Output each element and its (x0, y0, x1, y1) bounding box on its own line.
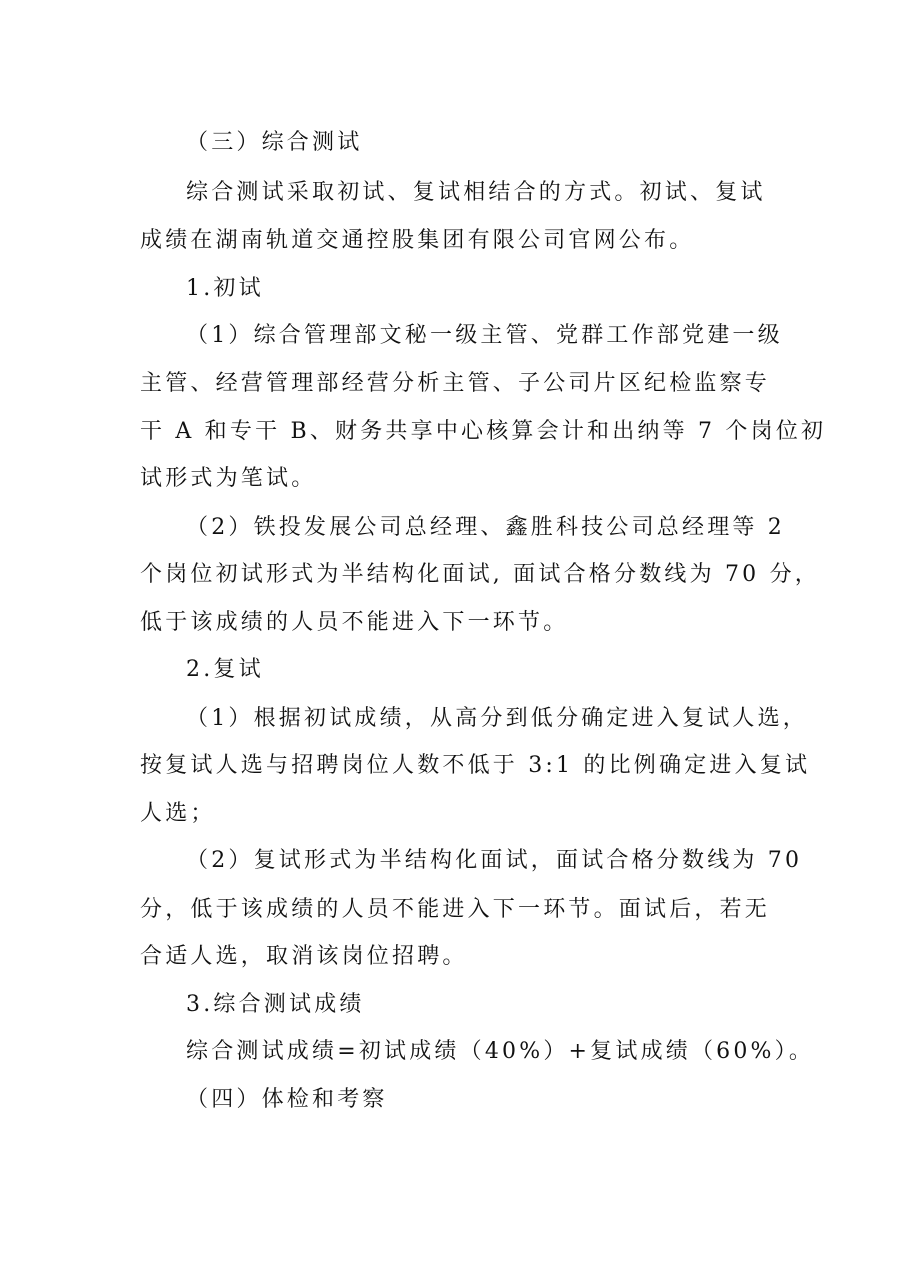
paragraph-line: 个岗位初试形式为半结构化面试, 面试合格分数线为 70 分， (140, 562, 820, 587)
paragraph-line: 人选； (140, 801, 216, 826)
paragraph-line: （2）复试形式为半结构化面试，面试合格分数线为 70 (186, 848, 803, 873)
paragraph-line: 分，低于该成绩的人员不能进入下一环节。面试后，若无 (140, 897, 771, 922)
subheading-comprehensive-score: 3.综合测试成绩 (186, 992, 365, 1017)
paragraph-line: 综合测试采取初试、复试相结合的方式。初试、复试 (186, 180, 766, 205)
paragraph-line: 按复试人选与招聘岗位人数不低于 3:1 的比例确定进入复试 (140, 753, 811, 778)
paragraph-line: （1）根据初试成绩，从高分到低分确定进入复试人选， (186, 706, 808, 731)
paragraph-line: （2）铁投发展公司总经理、鑫胜科技公司总经理等 2 (186, 515, 785, 540)
paragraph-line: 合适人选，取消该岗位招聘。 (140, 944, 468, 969)
paragraph-line: 干 A 和专干 B、财务共享中心核算会计和出纳等 7 个岗位初 (140, 419, 827, 444)
section-heading-physical-exam: （四）体检和考察 (186, 1087, 388, 1112)
subheading-retest: 2.复试 (186, 657, 264, 682)
paragraph-line: 试形式为笔试。 (140, 466, 317, 491)
paragraph-line: 低于该成绩的人员不能进入下一环节。 (140, 610, 569, 635)
paragraph-line: （1）综合管理部文秘一级主管、党群工作部党建一级 (186, 323, 783, 348)
paragraph-line: 成绩在湖南轨道交通控股集团有限公司官网公布。 (140, 228, 695, 253)
subheading-initial-test: 1.初试 (186, 276, 264, 301)
score-formula: 综合测试成绩=初试成绩（40%）+复试成绩（60%）。 (186, 1039, 815, 1064)
paragraph-line: 主管、经营管理部经营分析主管、子公司片区纪检监察专 (140, 371, 771, 396)
section-heading-comprehensive-test: （三）综合测试 (186, 130, 363, 155)
